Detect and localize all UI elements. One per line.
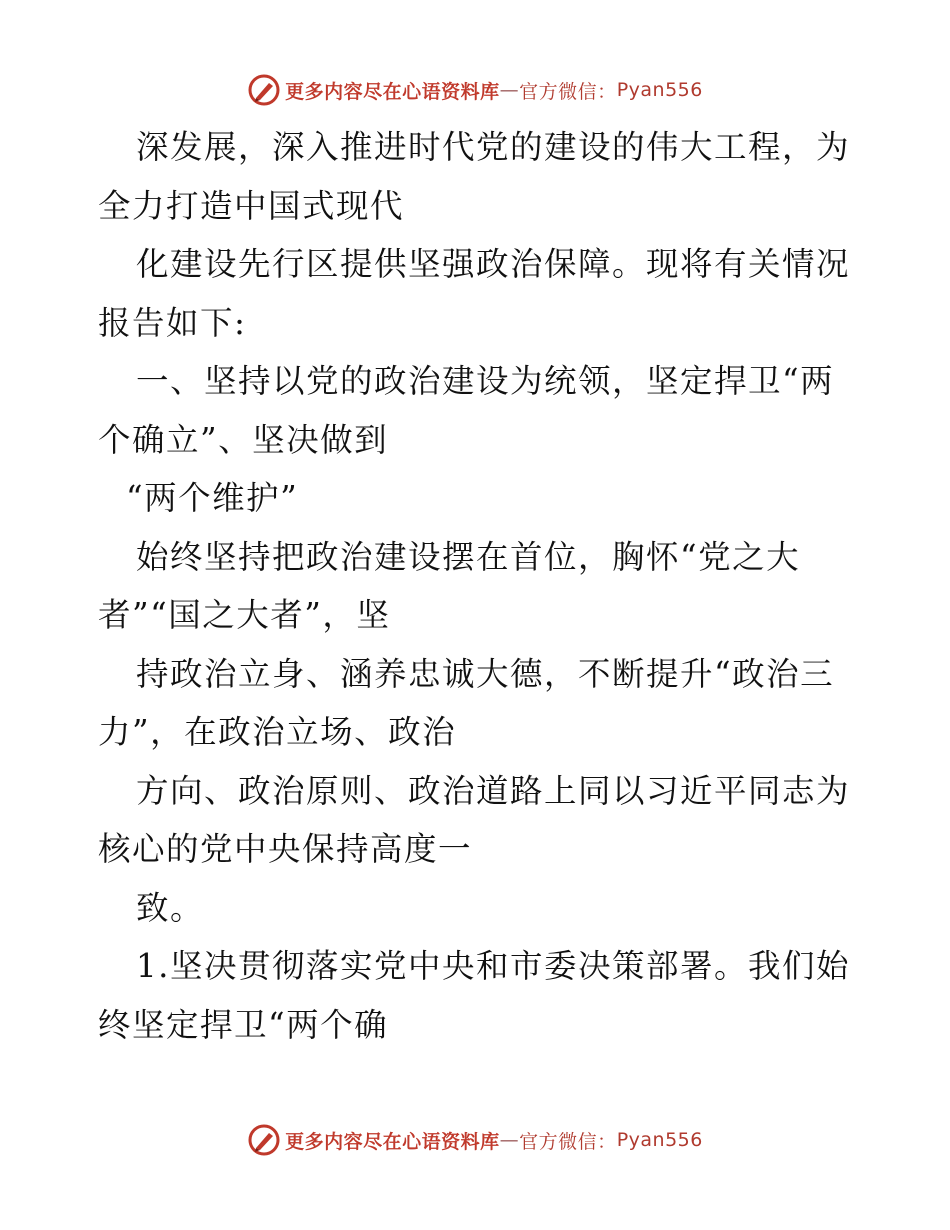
text-line: 持政治立身、涵养忠诚大德，不断提升“政治三: [136, 654, 835, 693]
subsection-line: 1.坚决贯彻落实党中央和市委决策部署。我们始: [136, 947, 851, 985]
pen-logo-icon: [247, 1123, 281, 1157]
text-line: 致。: [136, 888, 205, 927]
text-line: 终坚定捍卫“两个确: [98, 1005, 389, 1044]
section-heading-line: 个确立”、坚决做到: [98, 420, 389, 459]
text-line: 力”，在政治立场、政治: [98, 713, 457, 751]
footer-watermark: [0, 1122, 950, 1158]
watermark-main-text: 更多内容尽在心语资料库: [285, 80, 500, 103]
text-line: 全力打造中国式现代: [98, 186, 405, 225]
text-line: 报告如下:: [98, 303, 247, 342]
section-heading-line: 一、坚持以党的政治建设为统领，坚定捍卫“两: [136, 362, 835, 400]
watermark-main-text: 更多内容尽在心语资料库: [285, 1130, 500, 1153]
text-line: 化建设先行区提供坚强政治保障。现将有关情况: [136, 245, 851, 283]
text-line: 始终坚持把政治建设摆在首位，胸怀“党之大: [136, 537, 801, 576]
watermark-wechat-id: Pyan556: [616, 1129, 703, 1151]
document-body: [98, 118, 858, 1054]
watermark-separator: —: [499, 1129, 520, 1151]
text-line: 核心的党中央保持高度一: [98, 830, 473, 868]
text-line: 方向、政治原则、政治道路上同以习近平同志为: [136, 771, 851, 810]
header-watermark: [0, 72, 950, 108]
watermark-separator: —: [499, 79, 520, 101]
watermark-wechat-label: 官方微信：: [519, 1130, 617, 1153]
text-line: 者”“国之大者”，坚: [98, 596, 391, 634]
pen-logo-icon: [247, 73, 281, 107]
text-line: 深发展，深入推进时代党的建设的伟大工程，为: [136, 128, 851, 166]
watermark-wechat-label: 官方微信：: [519, 80, 617, 103]
watermark-wechat-id: Pyan556: [616, 79, 703, 101]
section-heading-line: “两个维护”: [126, 479, 299, 517]
